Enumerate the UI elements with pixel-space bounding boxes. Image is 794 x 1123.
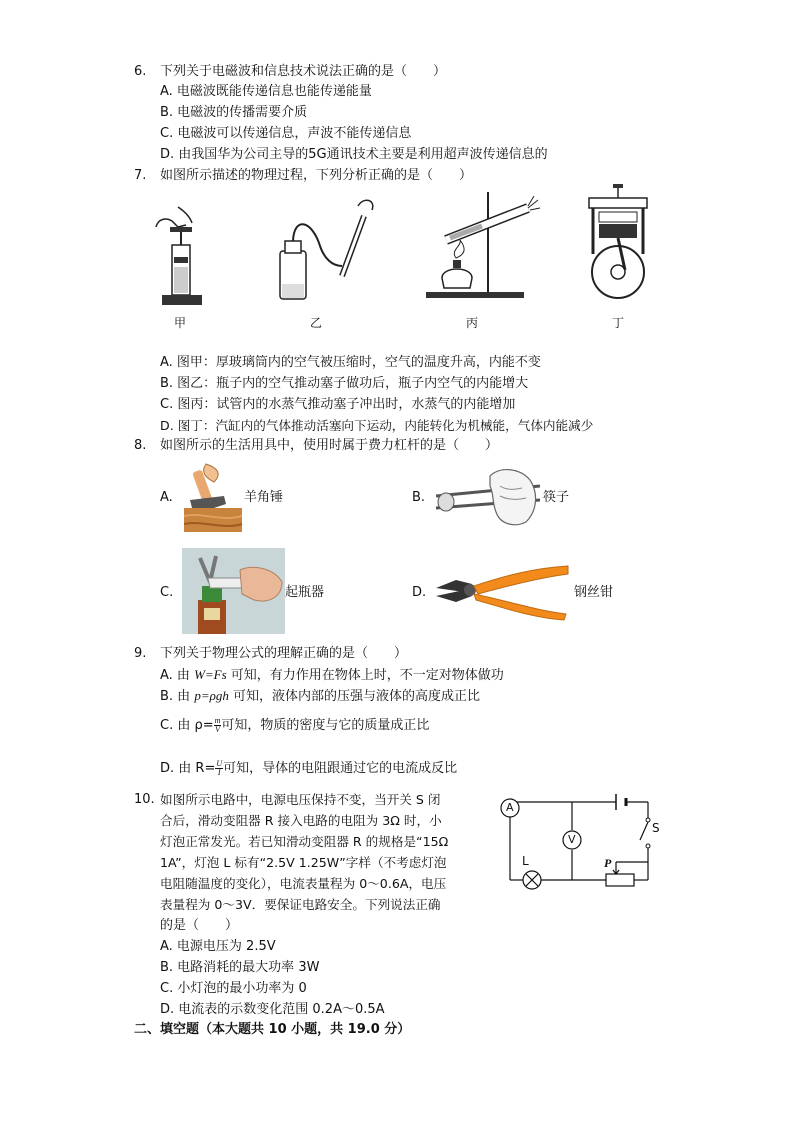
q8-option-d-letter: D. <box>412 585 427 600</box>
q9-option-a-prefix: A. 由 <box>160 668 195 683</box>
q8-option-c-name: 起瓶器 <box>285 585 325 600</box>
q9-option-c-text: 可知，物质的密度与它的质量成正比 <box>221 718 430 733</box>
q8-number: 8. <box>134 438 147 453</box>
circuit-diagram <box>496 788 666 898</box>
q8-option-d-name: 钢丝钳 <box>574 585 614 600</box>
q7-option-b: B. 图乙：瓶子内的空气推动塞子做功后，瓶子内空气的内能增大 <box>160 376 529 391</box>
q10-number: 10. <box>134 792 155 807</box>
q10-stem-line-5: 电阻随温度的变化），电流表量程为 0～0.6A，电压 <box>160 876 447 891</box>
section-2-heading: 二、填空题（本大题共 10 小题，共 19.0 分） <box>134 1022 411 1037</box>
q10-option-c: C. 小灯泡的最小功率为 0 <box>160 981 307 996</box>
q9-option-a <box>160 666 504 685</box>
switch-label: S <box>652 821 660 835</box>
q6-option-d: D. 由我国华为公司主导的5G通讯技术主要是利用超声波传递信息的 <box>160 147 548 162</box>
q8-option-b-letter: B. <box>412 490 426 505</box>
pliers-image <box>434 562 570 620</box>
fraction-denominator: V <box>215 725 220 734</box>
q9-option-b-formula: p=ρgh <box>194 688 229 703</box>
lamp-label: L <box>522 854 529 868</box>
q7-option-c: C. 图丙：试管内的水蒸气推动塞子冲出时，水蒸气的内能增加 <box>160 397 516 412</box>
q8-option-a-name: 羊角锤 <box>244 490 284 505</box>
figure-label-yi: 乙 <box>310 316 323 330</box>
q9-option-d <box>160 760 457 778</box>
q10-stem-line-7: 的是（ ） <box>160 918 239 933</box>
figure-ding-engine-cylinder <box>583 184 653 304</box>
q9-option-c <box>160 717 429 735</box>
q6-option-b: B. 电磁波的传播需要介质 <box>160 105 308 120</box>
q9-option-b <box>160 687 480 706</box>
figure-yi-bottle-pump <box>272 196 382 306</box>
q9-option-a-text: 可知，有力作用在物体上时，不一定对物体做功 <box>226 668 504 683</box>
q10-stem-line-4: 1A”，灯泡 L 标有“2.5V 1.25W”字样（不考虑灯泡 <box>160 855 447 870</box>
q10-stem-line-6: 表量程为 0～3V．要保证电路安全。下列说法正确 <box>160 897 441 912</box>
q9-option-b-prefix: B. 由 <box>160 689 195 704</box>
q9-option-b-text: 可知，液体内部的压强与液体的高度成正比 <box>228 689 480 704</box>
fraction-denominator: I <box>217 768 221 777</box>
chopsticks-image <box>434 466 542 528</box>
fraction-numerator: U <box>216 759 223 768</box>
q6-stem: 下列关于电磁波和信息技术说法正确的是（ ） <box>160 64 447 79</box>
q9-option-c-prefix: C. 由 ρ= <box>160 718 214 733</box>
q10-stem-line-1: 如图所示电路中，电源电压保持不变，当开关 S 闭 <box>160 792 441 807</box>
figure-label-ding: 丁 <box>612 316 625 330</box>
q10-option-d: D. 电流表的示数变化范围 0.2A～0.5A <box>160 1002 385 1017</box>
slider-label: P <box>604 856 612 870</box>
q7-option-d: D. 图丁：汽缸内的气体推动活塞向下运动，内能转化为机械能，气体内能减少 <box>160 418 594 433</box>
q9-option-d-fraction <box>215 760 223 777</box>
q7-number: 7. <box>134 168 147 183</box>
q7-stem: 如图所示描述的物理过程，下列分析正确的是（ ） <box>160 168 473 183</box>
q9-stem: 下列关于物理公式的理解正确的是（ ） <box>160 646 408 661</box>
fraction-numerator: m <box>214 716 221 725</box>
q10-stem-line-3: 灯泡正常发光。若已知滑动变阻器 R 的规格是“15Ω <box>160 834 449 849</box>
ammeter-label: A <box>506 801 514 814</box>
voltmeter-label: V <box>568 833 576 846</box>
q8-option-c-letter: C. <box>160 585 174 600</box>
q8-option-a-letter: A. <box>160 490 173 505</box>
figure-jia-compression-tube <box>148 205 218 310</box>
hammer-image <box>184 464 242 532</box>
q10-option-a: A. 电源电压为 2.5V <box>160 939 276 954</box>
q8-option-b-name: 筷子 <box>543 490 570 505</box>
q6-number: 6. <box>134 64 147 79</box>
q9-option-d-prefix: D. 由 R= <box>160 761 216 776</box>
bottle-opener-image <box>182 548 285 634</box>
q8-stem: 如图所示的生活用具中，使用时属于费力杠杆的是（ ） <box>160 438 499 453</box>
q9-option-d-text: 可知，导体的电阻跟通过它的电流成反比 <box>223 761 458 776</box>
figure-bing-test-tube <box>422 188 542 303</box>
q10-stem-line-2: 合后，滑动变阻器 R 接入电路的电阻为 3Ω 时，小 <box>160 813 442 828</box>
q6-option-c: C. 电磁波可以传递信息，声波不能传递信息 <box>160 126 412 141</box>
q7-option-a: A. 图甲：厚玻璃筒内的空气被压缩时，空气的温度升高，内能不变 <box>160 355 541 370</box>
figure-label-bing: 丙 <box>466 316 479 330</box>
q10-option-b: B. 电路消耗的最大功率 3W <box>160 960 320 975</box>
q9-option-a-formula: W=Fs <box>194 667 227 682</box>
q9-number: 9. <box>134 646 147 661</box>
figure-label-jia: 甲 <box>174 316 187 330</box>
q6-option-a: A. 电磁波既能传递信息也能传递能量 <box>160 84 372 99</box>
